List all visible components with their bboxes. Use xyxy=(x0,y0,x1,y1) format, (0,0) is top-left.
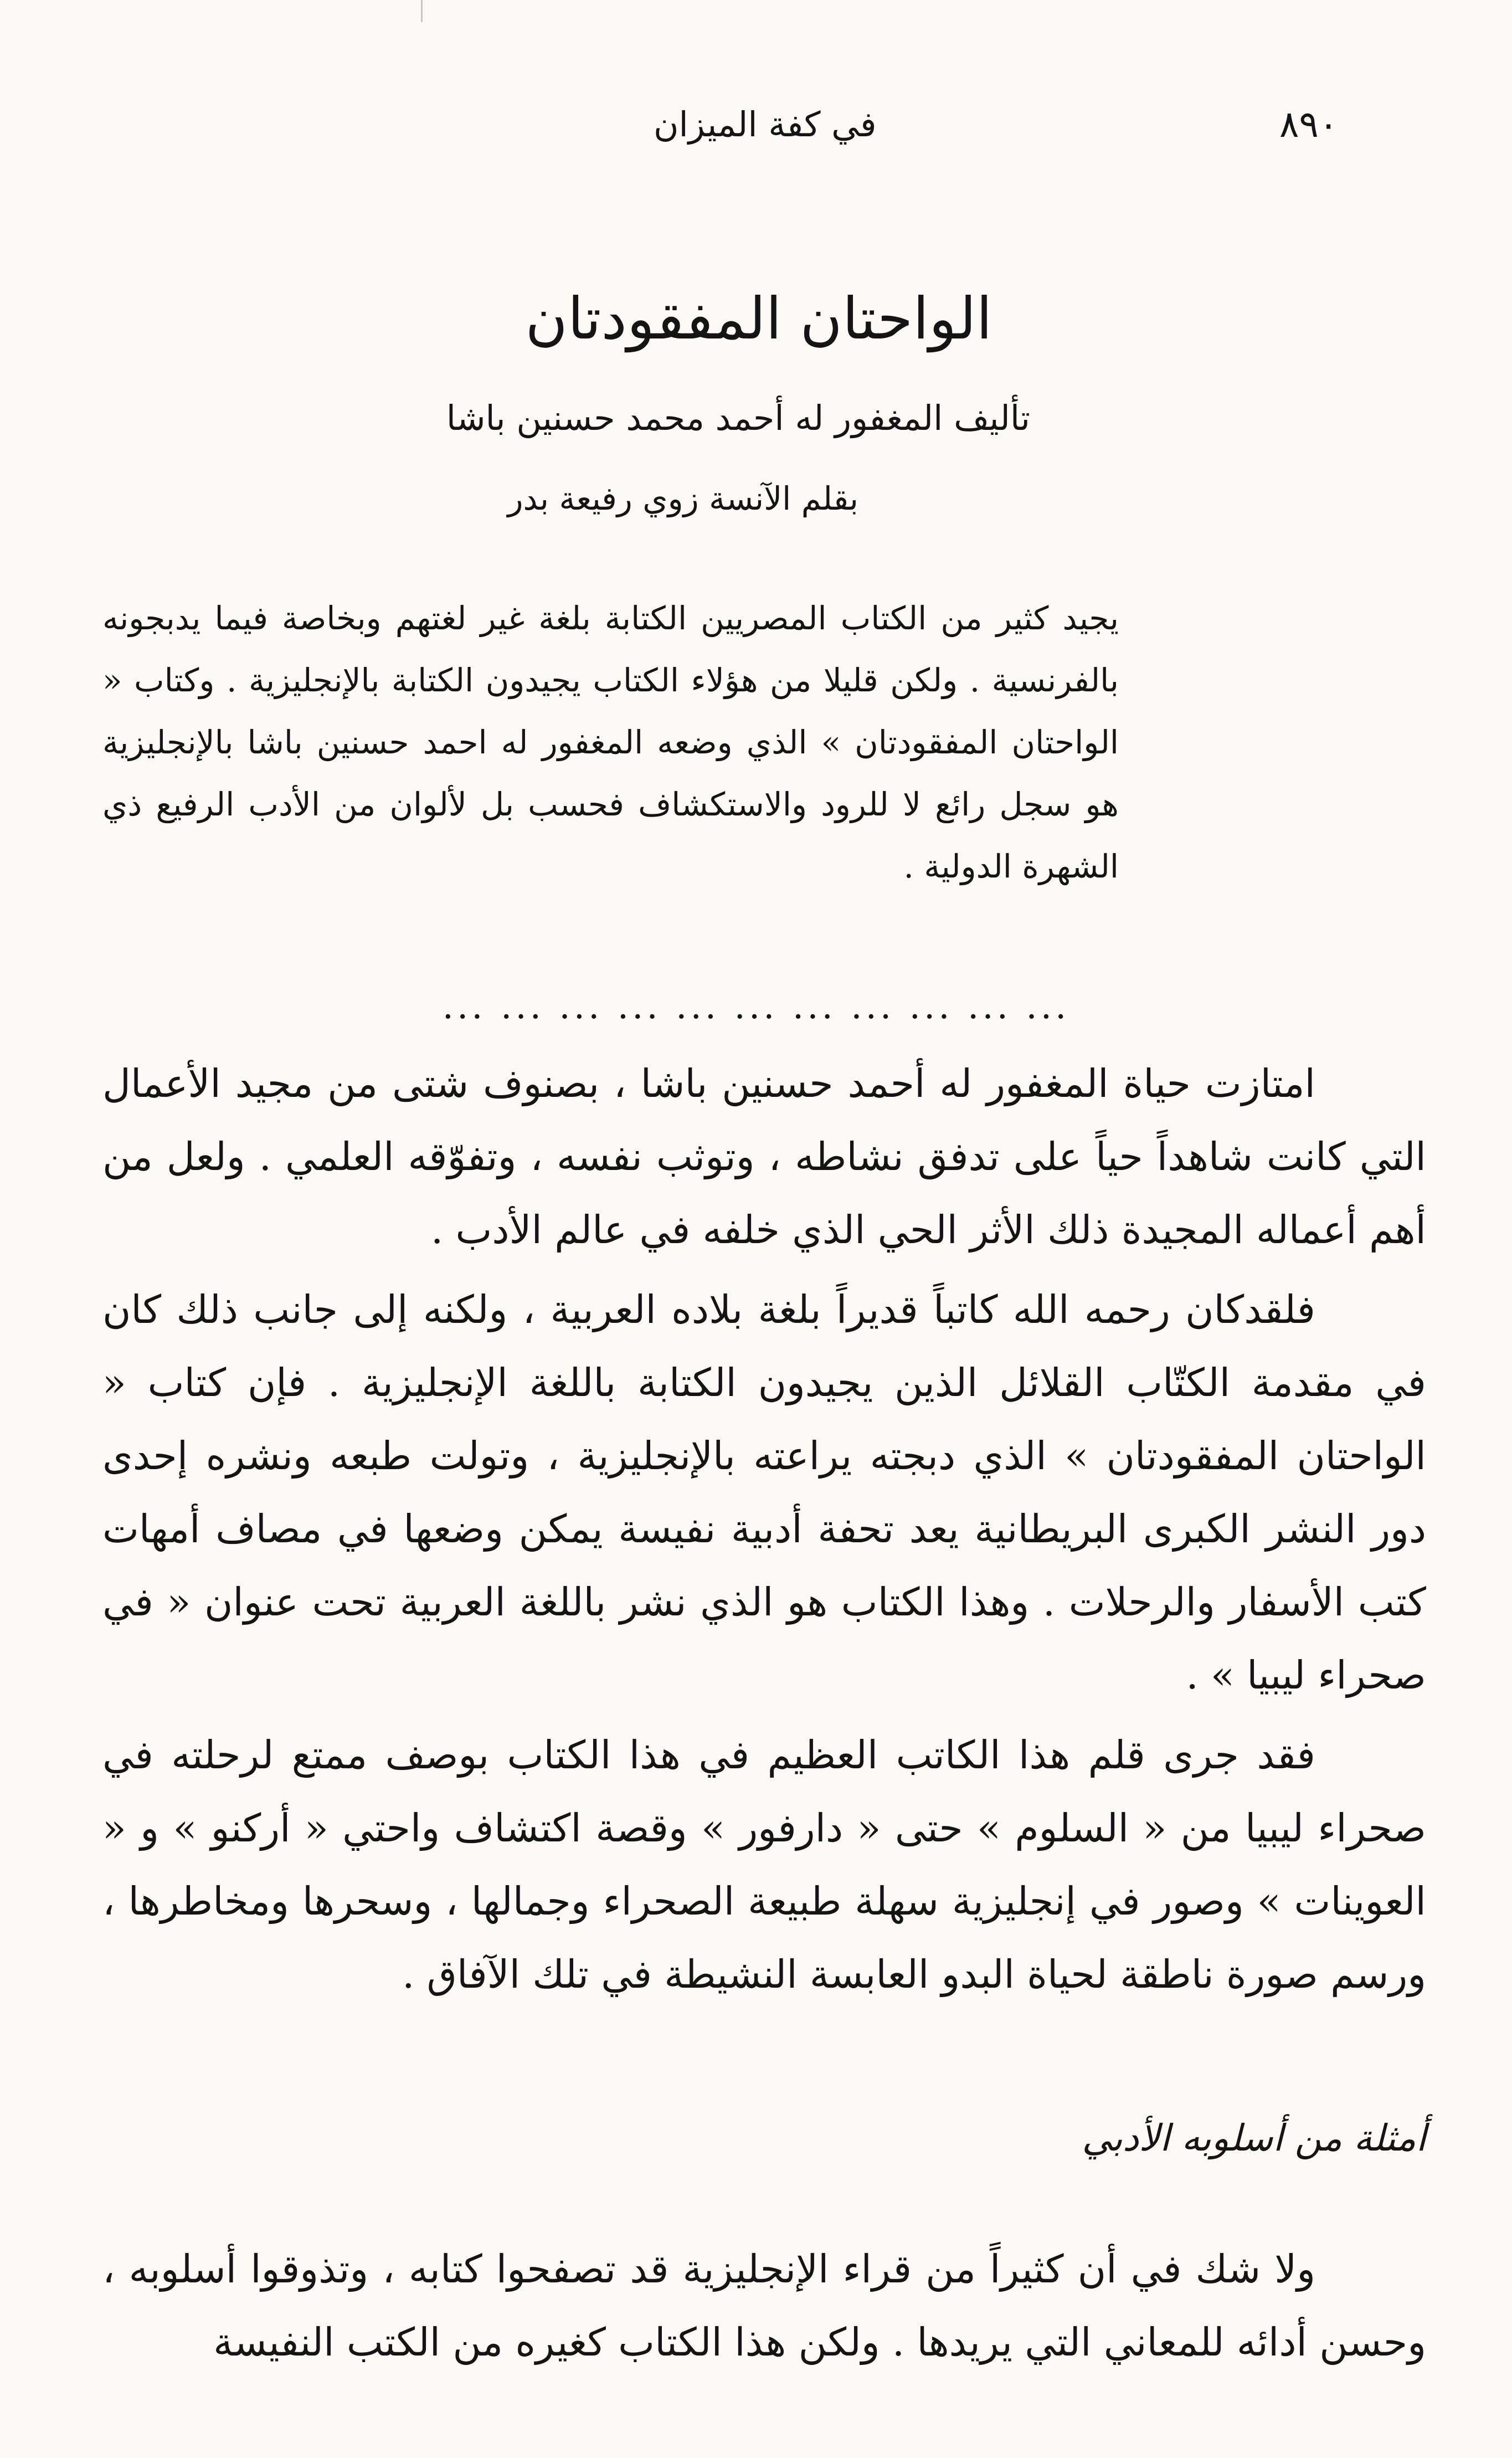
closing-paragraph: ولا شك في أن كثيراً من قراء الإنجليزية قد تصفحوا كتابه ، وتذوقوا أسلوبه ، وحسن أدائه للمعاني التي يريدها . ولكن هذا الكتاب كغيره من الكتب النفيسة xyxy=(102,2246,1426,2365)
article-body xyxy=(102,1047,1426,2018)
running-header-title: في كفة الميزان xyxy=(654,104,877,145)
section-separator: ... ... ... ... ... ... ... ... ... ... ... xyxy=(442,986,1070,1027)
body-paragraph: فلقدكان رحمه الله كاتباً قديراً بلغة بلاده العربية ، ولكنه إلى جانب ذلك كان في مقدمة الكتّاب القلائل الذين يجيدون الكتابة باللغة الإنجليزية . فإن كتاب « الواحتان المفقودتان » الذي دبجته يراعته بالإنجليزية ، وتولت طبعه ونشره إحدى دور النشر الكبرى البريطانية يعد تحفة أدبية نفيسة يمكن وضعها في مصاف أمهات كتب الأسفار والرحلات . وهذا الكتاب هو الذي نشر باللغة العربية تحت عنوان « في صحراء ليبيا » . xyxy=(102,1287,1426,1698)
body-paragraph: امتازت حياة المغفور له أحمد حسنين باشا ، بصنوف شتى من مجيد الأعمال التي كانت شاهداً حياً على تدفق نشاطه ، وتوثب نفسه ، وتفوّقه العلمي . ولعل من أهم أعماله المجيدة ذلك الأثر الحي الذي خلفه في عالم الأدب . xyxy=(102,1061,1426,1253)
byline: بقلم الآنسة زوي رفيعة بدر xyxy=(507,480,858,517)
body-paragraph: فقد جرى قلم هذا الكاتب العظيم في هذا الكتاب بوصف ممتع لرحلته في صحراء ليبيا من « السلوم » حتى « دارفور » وقصة اكتشاف واحتي « أركنو » و « العوينات » وصور في إنجليزية سهلة طبيعة الصحراء وجمالها ، وسحرها ومخاطرها ، ورسم صورة ناطقة لحياة البدو العابسة النشيطة في تلك الآفاق . xyxy=(102,1732,1426,1997)
closing-section xyxy=(102,2233,1426,2379)
article-title: الواحتان المفقودتان xyxy=(525,285,992,352)
page-number: ٨٩٠ xyxy=(1279,103,1339,146)
section-subheading: أمثلة من أسلوبه الأدبي xyxy=(1082,2117,1426,2159)
abstract-paragraph: يجيد كثير من الكتاب المصريين الكتابة بلغة غير لغتهم وبخاصة فيما يدبجونه بالفرنسية . ولكن قليلا من هؤلاء الكتاب يجيدون الكتابة بالإنجليزية . وكتاب « الواحتان المفقودتان » الذي وضعه المغفور له احمد حسنين باشا بالإنجليزية هو سجل رائع لا للرود والاستكشاف فحسب بل لألوان من الأدب الرفيع ذي الشهرة الدولية . xyxy=(102,599,1119,885)
author-line: تأليف المغفور له أحمد محمد حسنين باشا xyxy=(446,398,1030,438)
scan-edge-mark xyxy=(421,0,423,22)
